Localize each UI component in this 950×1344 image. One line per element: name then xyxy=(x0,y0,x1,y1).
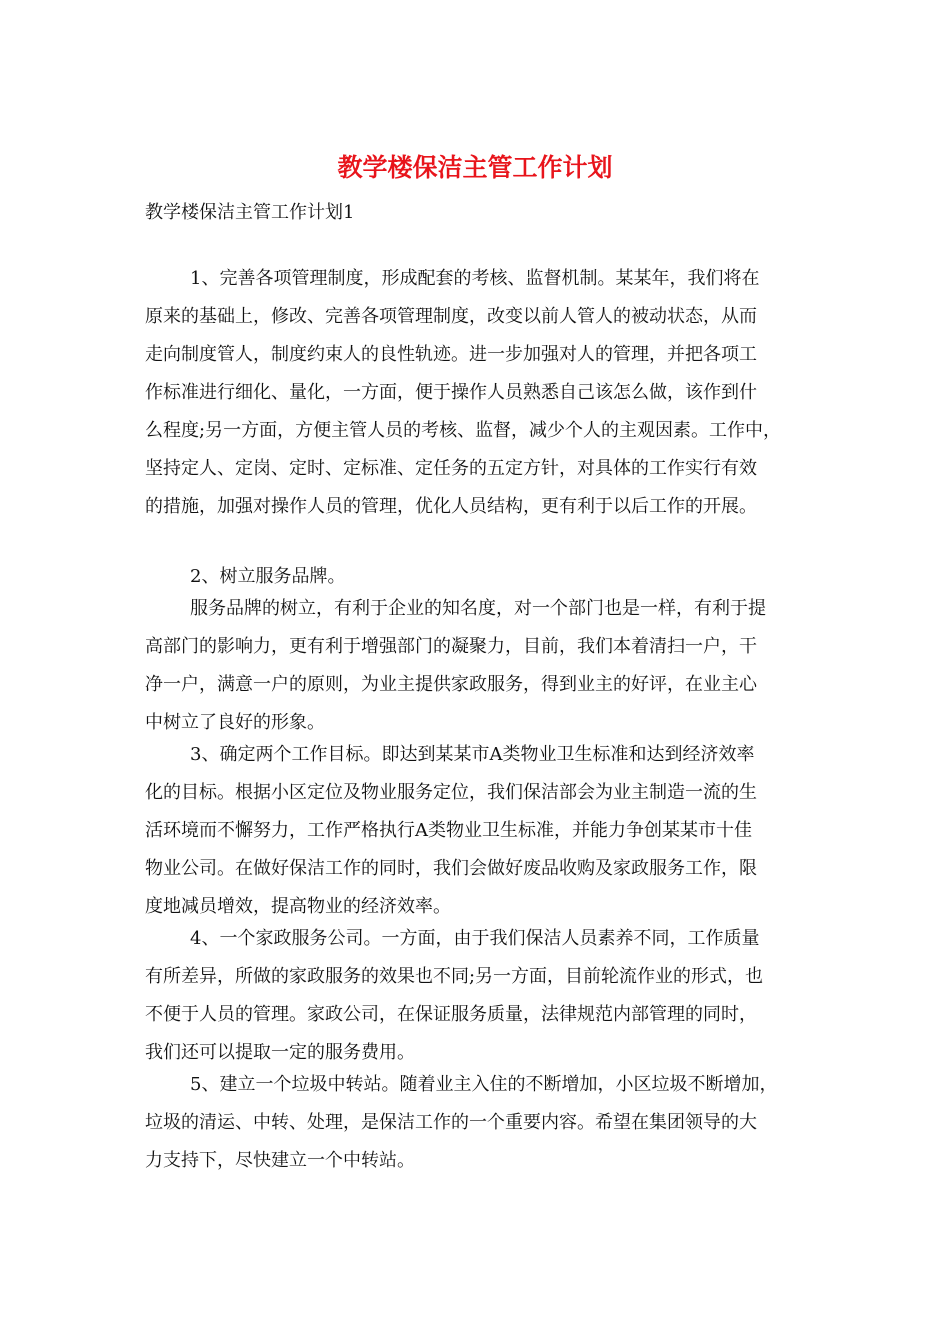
document-subtitle: 教学楼保洁主管工作计划1 xyxy=(145,202,355,223)
paragraph-1-line-3: 走向制度管人，制度约束人的良性轨迹。进一步加强对人的管理，并把各项工 xyxy=(145,344,757,365)
paragraph-5-line-1: 4、一个家政服务公司。一方面，由于我们保洁人员素养不同，工作质量 xyxy=(190,928,760,949)
paragraph-1-line-6: 坚持定人、定岗、定时、定标准、定任务的五定方针，对具体的工作实行有效 xyxy=(145,458,757,479)
paragraph-5-line-4: 我们还可以提取一定的服务费用。 xyxy=(145,1042,415,1063)
paragraph-5-line-3: 不便于人员的管理。家政公司，在保证服务质量，法律规范内部管理的同时， xyxy=(145,1004,757,1025)
paragraph-3-line-4: 中树立了良好的形象。 xyxy=(145,712,325,733)
paragraph-3-line-2: 高部门的影响力，更有利于增强部门的凝聚力，目前，我们本着清扫一户，干 xyxy=(145,636,757,657)
paragraph-6-line-2: 垃圾的清运、中转、处理，是保洁工作的一个重要内容。希望在集团领导的大 xyxy=(145,1112,757,1133)
paragraph-4-line-5: 度地减员增效，提高物业的经济效率。 xyxy=(145,896,451,917)
paragraph-2-heading: 2、树立服务品牌。 xyxy=(190,566,346,587)
paragraph-6-line-1: 5、建立一个垃圾中转站。随着业主入住的不断增加，小区垃圾不断增加， xyxy=(190,1074,778,1095)
paragraph-6-line-3: 力支持下，尽快建立一个中转站。 xyxy=(145,1150,415,1171)
paragraph-1-line-7: 的措施，加强对操作人员的管理，优化人员结构，更有利于以后工作的开展。 xyxy=(145,496,757,517)
paragraph-4-line-3: 活环境而不懈努力，工作严格执行A类物业卫生标准，并能力争创某某市十佳 xyxy=(145,820,752,841)
paragraph-3-line-3: 净一户，满意一户的原则，为业主提供家政服务，得到业主的好评，在业主心 xyxy=(145,674,757,695)
paragraph-4-line-2: 化的目标。根据小区定位及物业服务定位，我们保洁部会为业主制造一流的生 xyxy=(145,782,757,803)
paragraph-1-line-1: 1、完善各项管理制度，形成配套的考核、监督机制。某某年，我们将在 xyxy=(190,268,760,289)
paragraph-1-line-5: 么程度;另一方面，方便主管人员的考核、监督，减少个人的主观因素。工作中， xyxy=(145,420,782,441)
paragraph-3-line-1: 服务品牌的树立，有利于企业的知名度，对一个部门也是一样，有利于提 xyxy=(190,598,766,619)
document-title: 教学楼保洁主管工作计划 xyxy=(337,153,613,182)
paragraph-4-line-4: 物业公司。在做好保洁工作的同时，我们会做好废品收购及家政服务工作，限 xyxy=(145,858,757,879)
paragraph-1-line-2: 原来的基础上，修改、完善各项管理制度，改变以前人管人的被动状态，从而 xyxy=(145,306,757,327)
paragraph-4-line-1: 3、确定两个工作目标。即达到某某市A类物业卫生标准和达到经济效率 xyxy=(190,744,755,765)
paragraph-1-line-4: 作标准进行细化、量化，一方面，便于操作人员熟悉自己该怎么做，该作到什 xyxy=(145,382,757,403)
paragraph-5-line-2: 有所差异，所做的家政服务的效果也不同;另一方面，目前轮流作业的形式，也 xyxy=(145,966,764,987)
